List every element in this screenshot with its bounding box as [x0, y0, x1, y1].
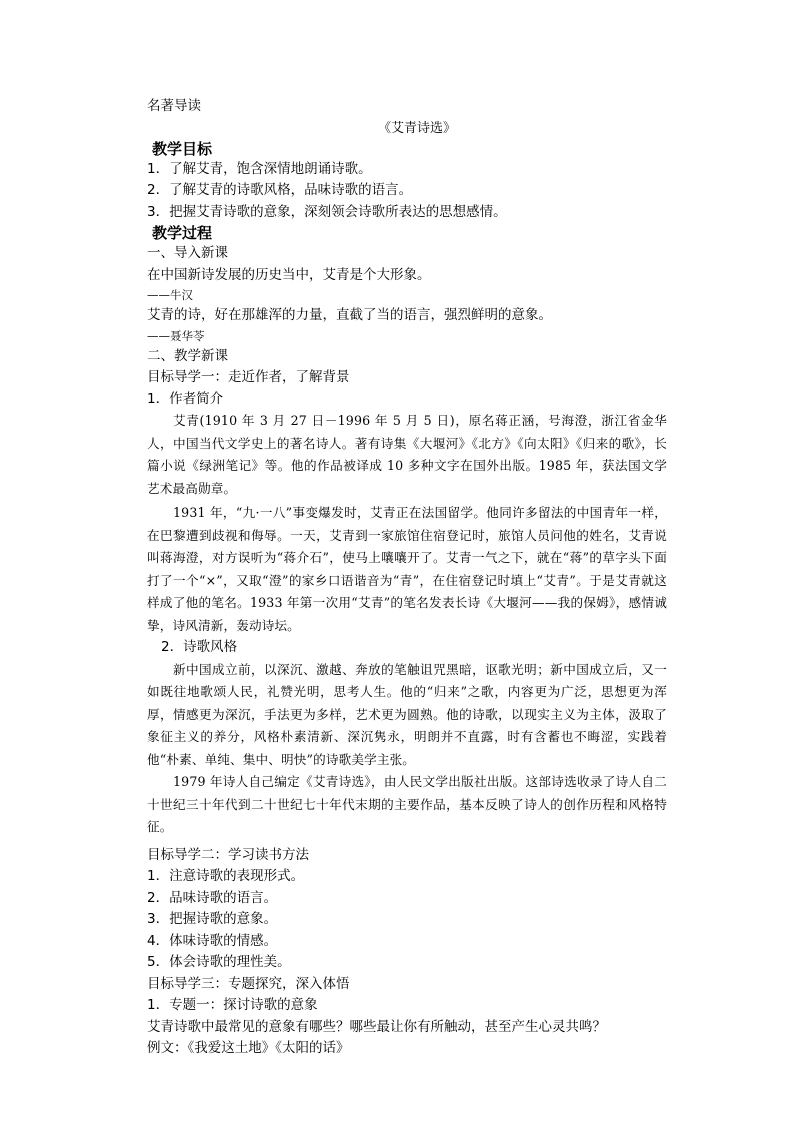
example-works: 《我爱这土地》《太阳的话》: [187, 1040, 350, 1056]
quote-niuhan: 在中国新诗发展的历史当中，艾青是个大形象。: [147, 266, 431, 283]
method-item: 2．品味诗歌的语言。: [147, 889, 278, 906]
bio-paragraph: 艾青(1910 年 3 月 27 日－1996 年 5 月 5 日)，原名蒋正涵，号海澄，浙江省金华人，中国当代文学史上的著名诗人。著有诗集《大堰河》《北方》《向太阳》《归来的歌》，长篇小说《绿洲笔记》等。他的作品被译成 10 多种文字在国外出版。1985 年，获法国文学艺术最高勋章。: [147, 413, 667, 496]
guide1-heading: 目标导学一：走近作者，了解背景: [147, 369, 350, 385]
quote-nie-author: ——聂华苓: [147, 328, 205, 343]
goals-heading: 教学目标: [152, 139, 213, 158]
quote-niuhan-author: ——牛汉: [147, 288, 193, 302]
discussion-question: 艾青诗歌中最常见的意象有哪些？哪些最让你有所触动，甚至产生心灵共鸣？: [147, 1018, 606, 1035]
method-item: 1．注意诗歌的表现形式。: [147, 868, 305, 884]
guide2-heading: 目标导学二：学习读书方法: [147, 846, 309, 863]
style-section: [147, 659, 667, 839]
goal-item: 1．了解艾青，饱含深情地朗诵诗歌。: [147, 160, 372, 177]
author-intro-heading: 1．作者简介: [147, 390, 224, 407]
topic1-heading: 1．专题一：探讨诗歌的意象: [147, 997, 318, 1013]
document-body: [147, 96, 667, 1060]
quote-nie: 艾青的诗，好在那雄浑的力量，直截了当的语言，强烈鲜明的意象。: [147, 307, 552, 323]
method-item: 4．体味诗歌的情感。: [147, 932, 278, 949]
guide3-heading: 目标导学三：专题探究，深入体悟: [147, 975, 350, 992]
part2-heading: 二、教学新课: [147, 347, 228, 364]
part1-heading: 一、导入新课: [147, 245, 228, 261]
bio-section: [147, 410, 667, 637]
example-label: 例文：: [147, 1040, 188, 1056]
method-item: 3．把握诗歌的意象。: [147, 911, 278, 927]
poetry-style-heading: 2．诗歌风格: [161, 639, 238, 655]
bio-paragraph: 1931 年，“九·一八”事变爆发时，艾青正在法国留学。他同许多留法的中国青年一样，在巴黎遭到歧视和侮辱。一天，艾青到一家旅馆住宿登记时，旅馆人员问他的姓名，艾青说叫蒋海澄，对方误听为“蒋介石”，使马上嚷嚷开了。艾青一气之下，就在“蒋”的草字头下面打了一个“×”，又取“澄”的家乡口语谐音为“青”，在住宿登记时填上“艾青”。于是艾青就这样成了他的笔名。1933 年第一次用“艾青”的笔名发表长诗《大堰河——我的保姆》，感情诚挚，诗风清新，轰动诗坛。: [147, 505, 667, 633]
example-line: [147, 1038, 667, 1060]
style-paragraph: 1979 年诗人自己编定《艾青诗选》，由人民文学出版社出版。这部诗选收录了诗人自二十世纪三十年代到二十世纪七十年代末期的主要作品，基本反映了诗人的创作历程和风格特征。: [147, 774, 667, 834]
goal-item: 3．把握艾青诗歌的意象，深刻领会诗歌所表达的思想感情。: [147, 203, 507, 220]
method-item: 5．体会诗歌的理性美。: [147, 954, 291, 970]
goal-item: 2．了解艾青的诗歌风格，品味诗歌的语言。: [147, 182, 413, 198]
section-label: 名著导读: [147, 98, 201, 114]
style-paragraph: 新中国成立前，以深沉、激越、奔放的笔触诅咒黑暗，讴歌光明；新中国成立后，又一如既往地歌颂人民，礼赞光明，思考人生。他的“归来”之歌，内容更为广泛，思想更为浑厚，情感更为深沉，手法更为多样，艺术更为圆熟。他的诗歌，以现实主义为主体，汲取了象征主义的养分，风格朴素清新、深沉隽永，明朗并不直露，时有含蓄也不晦涩，实践着他“朴素、单纯、集中、明快”的诗歌美学主张。: [147, 661, 667, 767]
document-title: 《艾青诗选》: [377, 120, 456, 136]
process-heading: 教学过程: [152, 224, 213, 242]
